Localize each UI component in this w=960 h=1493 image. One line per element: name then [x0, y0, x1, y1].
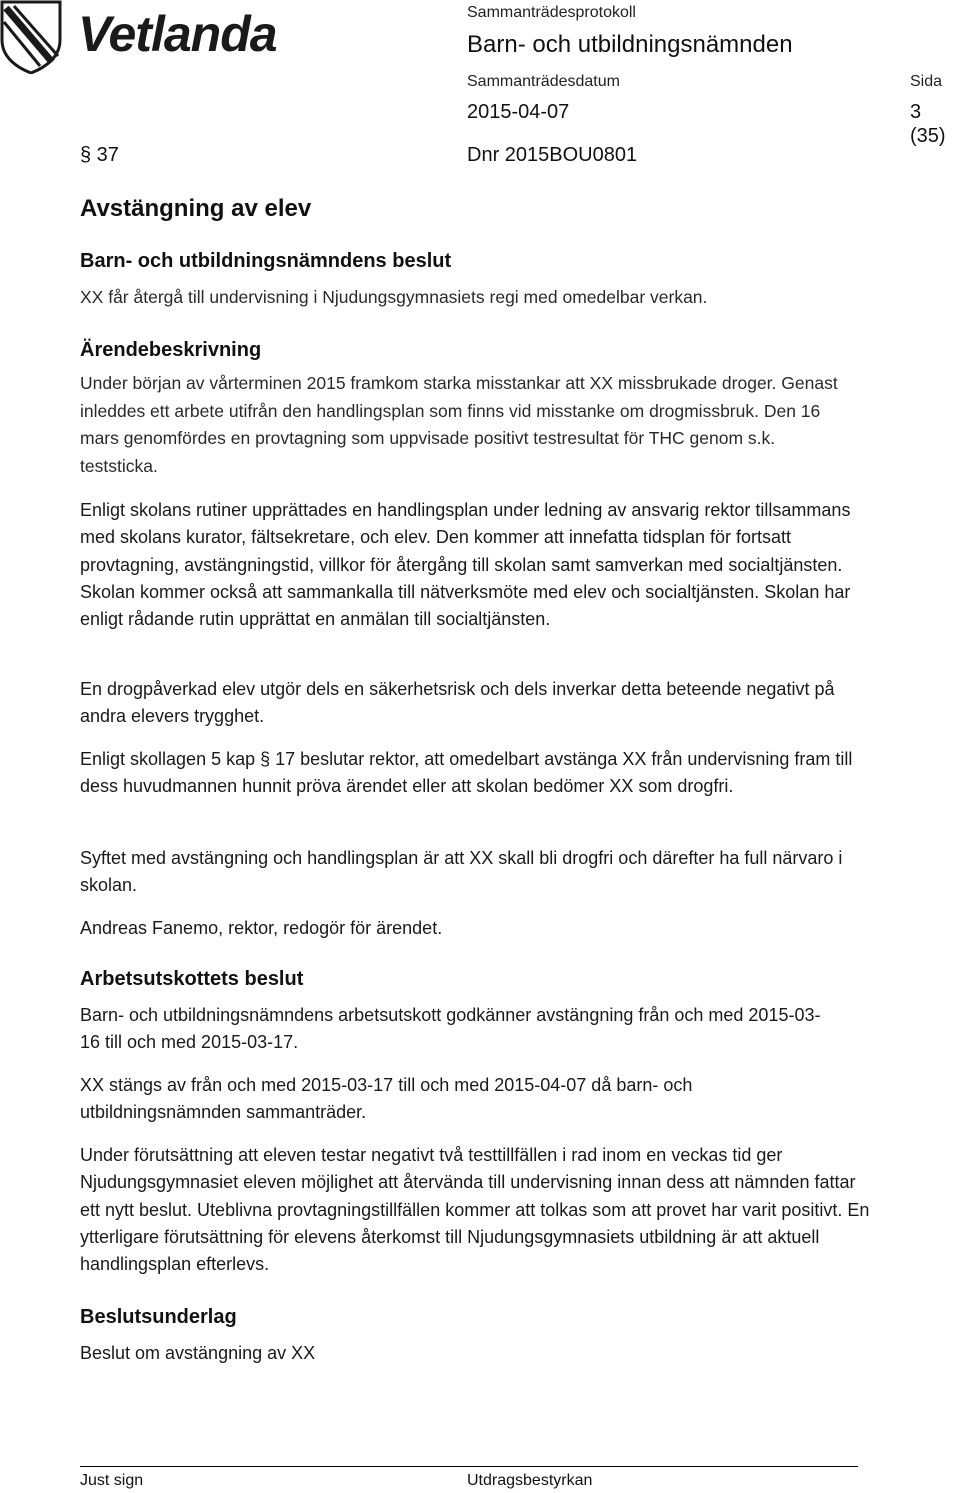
basis-text: Beslut om avstängning av XX — [80, 1343, 316, 1363]
diary-number: Dnr 2015BOU0801 — [467, 144, 638, 166]
description-paragraph-5: Syftet med avstängning och handlingsplan är att XX skall bli drogfri och därefter ha full närvaro i skolan. — [80, 848, 843, 896]
footer-divider — [80, 1466, 858, 1467]
work-committee-paragraph-1: Barn- och utbildningsnämndens arbetsutskott godkänner avstängning från och med 2015-03-16 till och med 2015-03-17. — [80, 1005, 821, 1053]
meeting-date: 2015-04-07 — [467, 101, 570, 123]
description-paragraph-6: Andreas Fanemo, rektor, redogör för ärendet. — [80, 918, 443, 938]
description-paragraph-3: En drogpåverkad elev utgör dels en säkerhetsrisk och dels inverkar detta beteende negativt på andra elevers trygghet. — [80, 679, 835, 727]
extract-label: Utdragsbestyrkan — [467, 1472, 593, 1489]
work-committee-paragraph-2: XX stängs av från och med 2015-03-17 till och med 2015-04-07 då barn- och utbildningsnämnden sammanträder. — [80, 1075, 693, 1123]
paragraph-number: § 37 — [80, 144, 119, 166]
decision-text: XX får återgå till undervisning i Njudungsgymnasiets regi med omedelbar verkan. — [80, 287, 708, 307]
description-paragraph-2: Enligt skolans rutiner upprättades en handlingsplan under ledning av ansvarig rektor tillsammans med skolans kurator, fältsekretare, och elev. Den kommer att innefatta tidsplan för fortsatt provtagning, avstängningstid, villkor för återgång till skolan samt samverkan med socialtjänsten. Skolan kommer också att sammankalla till nätverksmöte med elev och socialtjänsten. Skolan har enligt rådande rutin upprättat en anmälan till socialtjänsten. — [80, 500, 851, 630]
work-committee-heading: Arbetsutskottets beslut — [80, 968, 304, 990]
description-paragraph-4: Enligt skollagen 5 kap § 17 beslutar rektor, att omedelbart avstänga XX från undervisning fram till dess huvudmannen hunnit pröva ärendet eller att skolan bedömer XX som drogfri. — [80, 749, 853, 797]
vetlanda-coat-of-arms-icon — [0, 0, 62, 74]
description-paragraph-1: Under början av vårterminen 2015 framkom starka misstankar att XX missbrukade droger. Genast inleddes ett arbete utifrån den handlingsplan som finns vid misstanke om drogmissbruk. Den 16 mars genomfördes en provtagning som uppvisade positivt testresultat för THC genom s.k. teststicka. — [80, 373, 838, 476]
vetlanda-logo-text: Vetlanda — [78, 6, 277, 62]
page-label: Sida — [910, 73, 943, 90]
date-label: Sammanträdesdatum — [467, 73, 620, 90]
case-title: Avstängning av elev — [80, 195, 312, 222]
page-number: 3 (35) — [910, 101, 946, 147]
work-committee-paragraph-3: Under förutsättning att eleven testar negativt två testtillfällen i rad inom en veckas tid ger Njudungsgymnasiet eleven möjlighet att återvända till undervisning innan dess att nämnden fattar ett nytt beslut. Uteblivna provtagningstillfällen kommer att tolkas som att provet har varit positivt. En ytterligare förutsättning för elevens återkomst till Njudungsgymnasiets utbildning är att aktuell handlingsplan efterlevs. — [80, 1145, 870, 1275]
description-heading: Ärendebeskrivning — [80, 339, 262, 361]
committee-name: Barn- och utbildningsnämnden — [467, 31, 793, 58]
decision-heading: Barn- och utbildningsnämndens beslut — [80, 250, 452, 272]
basis-heading: Beslutsunderlag — [80, 1306, 237, 1328]
protocol-label: Sammanträdesprotokoll — [467, 4, 636, 21]
sign-label: Just sign — [80, 1472, 144, 1489]
